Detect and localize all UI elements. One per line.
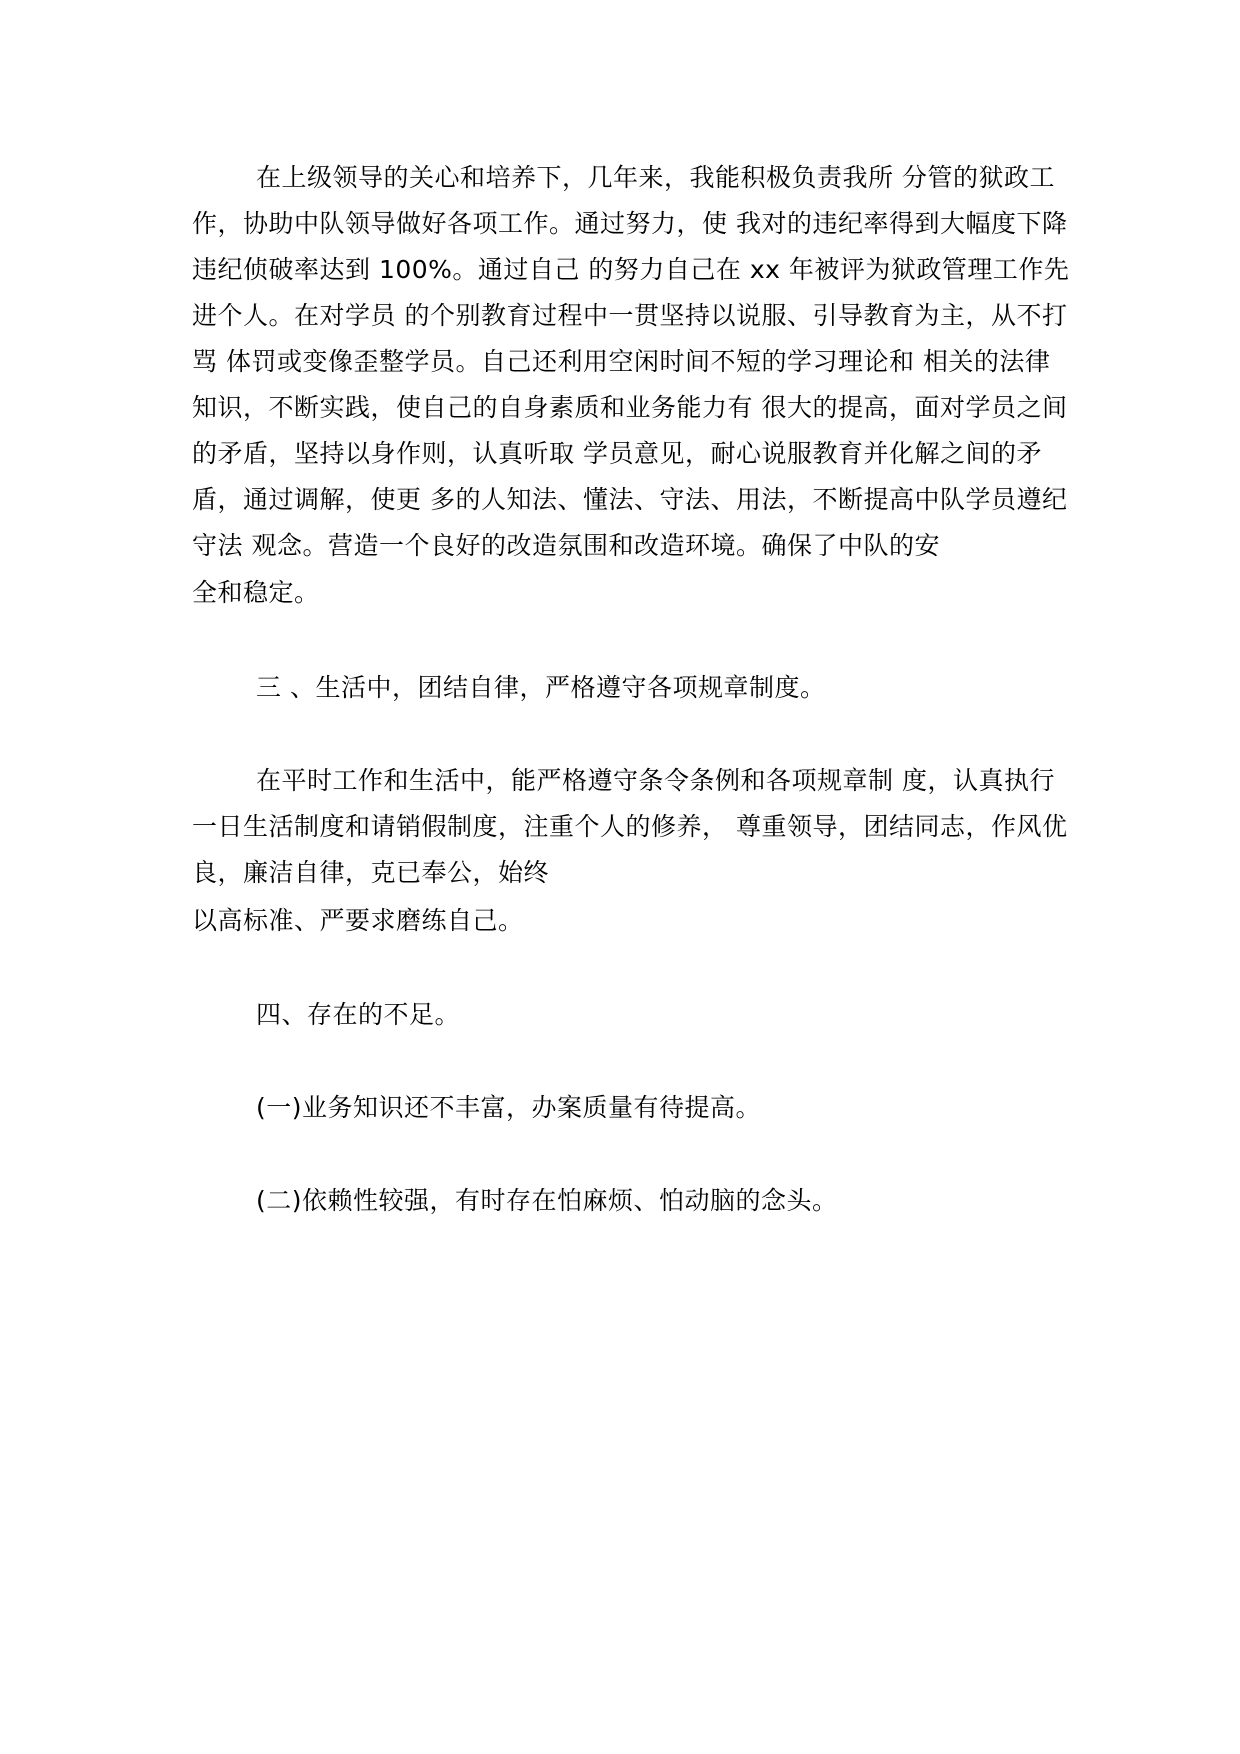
- section-heading-shortcomings: 四、存在的不足。: [256, 1000, 461, 1029]
- list-item-shortcoming-2: (二)依赖性较强，有时存在怕麻烦、怕动脑的念头。: [256, 1186, 838, 1215]
- paragraph-high-standards: 以高标准、严要求磨练自己。: [192, 906, 524, 935]
- list-item-shortcoming-1: (一)业务知识还不丰富，办案质量有待提高。: [256, 1093, 762, 1122]
- paragraph-prison-work: 在上级领导的关心和培养下，几年来，我能积极负责我所 分管的狱政工作，协助中队领导做好各项工作。通过努力，使 我对的违纪率得到大幅度下降违纪侦破率达到 100%。通过自己 的努力自己在 xx 年被评为狱政管理工作先进个人。在对学员 的个别教育过程中一贯坚持以说服、引导教育为主，从不打骂 体罚或变像歪整学员。自己还利用空闲时间不短的学习理论和 相关的法律知识，不断实践，使自己的自身素质和业务能力有 很大的提高，面对学员之间的矛盾，坚持以身作则，认真听取 学员意见，耐心说服教育并化解之间的矛盾，通过调解，使更 多的人知法、懂法、守法、用法，不断提高中队学员遵纪守法 观念。营造一个良好的改造氛围和改造环境。确保了中队的安: [192, 163, 1070, 560]
- paragraph-safety-stability: 全和稳定。: [192, 578, 320, 607]
- section-heading-discipline: 三 、生活中，团结自律，严格遵守各项规章制度。: [256, 673, 826, 702]
- paragraph-regulations: 在平时工作和生活中，能严格遵守条令条例和各项规章制 度，认真执行一日生活制度和请销假制度，注重个人的修养， 尊重领导，团结同志，作风优良，廉洁自律，克已奉公，始终: [192, 766, 1068, 887]
